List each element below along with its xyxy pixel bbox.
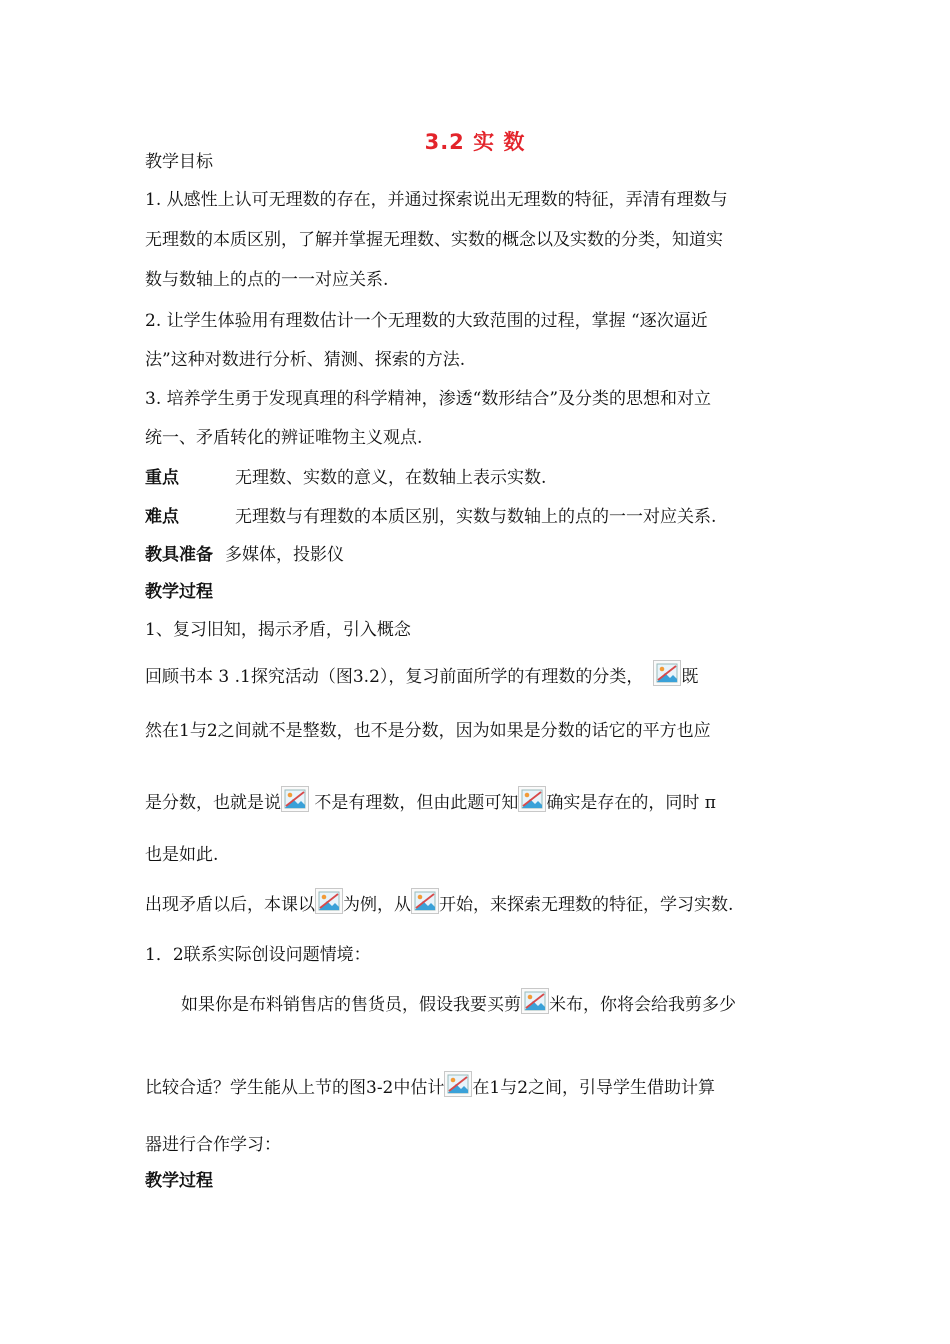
step-1-2-heading: 1．2联系实际创设问题情境： bbox=[145, 945, 371, 965]
review-line-3 bbox=[145, 786, 716, 815]
process-heading: 教学过程 bbox=[145, 582, 213, 602]
review-line-2: 然在1与2之间就不是整数，也不是分数，因为如果是分数的话它的平方也应 bbox=[145, 721, 711, 741]
goal-3-line-2: 统一、矛盾转化的辨证唯物主义观点. bbox=[145, 428, 423, 448]
review-line-4: 也是如此. bbox=[145, 845, 219, 865]
review3-text-a: 是分数，也就是说 bbox=[145, 793, 281, 813]
scenario-line-2 bbox=[145, 1071, 715, 1100]
review-text-a: 回顾书本 3 .1探究活动（图3.2），复习前面所学的有理数的分类， bbox=[145, 667, 644, 687]
contradiction-line bbox=[145, 888, 733, 917]
difficulty-label: 难点 bbox=[145, 507, 179, 527]
scenario-text-b: 米布，你将会给我剪多少 bbox=[549, 995, 736, 1015]
broken-image-icon bbox=[444, 1071, 472, 1097]
review3-text-c: 确实是存在的，同时 π bbox=[546, 793, 716, 813]
goals-heading: 教学目标 bbox=[145, 152, 213, 172]
difficulty-row bbox=[145, 505, 716, 529]
page-title: 3.2 实 数 bbox=[424, 130, 526, 154]
tools-text: 多媒体，投影仪 bbox=[225, 545, 344, 565]
review-text-b: 既 bbox=[681, 667, 699, 687]
scenario2-text-b: 在1与2之间，引导学生借助计算 bbox=[472, 1078, 716, 1098]
goal-2-line-2: 法”这种对数进行分析、猜测、探索的方法. bbox=[145, 350, 466, 370]
goal-1-line-2: 无理数的本质区别，了解并掌握无理数、实数的概念以及实数的分类，知道实 bbox=[145, 230, 723, 250]
key-point-row bbox=[145, 466, 546, 490]
step-1-heading: 1、复习旧知，揭示矛盾，引入概念 bbox=[145, 620, 411, 640]
scenario-line-1 bbox=[181, 988, 736, 1017]
contradiction-text-a: 出现矛盾以后，本课以 bbox=[145, 895, 315, 915]
goal-1-line-3: 数与数轴上的点的一一对应关系. bbox=[145, 270, 389, 290]
contradiction-text-b: 为例，从 bbox=[343, 895, 411, 915]
difficulty-text: 无理数与有理数的本质区别，实数与数轴上的点的一一对应关系. bbox=[235, 507, 717, 527]
tools-label: 教具准备 bbox=[145, 545, 213, 565]
review3-text-b: 不是有理数，但由此题可知 bbox=[309, 793, 519, 813]
goal-1-line-1: 1. 从感性上认可无理数的存在，并通过探索说出无理数的特征，弄清有理数与 bbox=[145, 190, 728, 210]
process-heading-2: 教学过程 bbox=[145, 1171, 213, 1191]
broken-image-icon bbox=[411, 888, 439, 914]
scenario-line-3: 器进行合作学习： bbox=[145, 1135, 281, 1155]
broken-image-icon bbox=[521, 988, 549, 1014]
scenario2-text-a: 比较合适？学生能从上节的图3-2中估计 bbox=[145, 1078, 445, 1098]
key-point-label: 重点 bbox=[145, 468, 179, 488]
scenario-text-a: 如果你是布料销售店的售货员，假设我要买剪 bbox=[181, 995, 521, 1015]
goal-2-line-1: 2. 让学生体验用有理数估计一个无理数的大致范围的过程，掌握 “逐次逼近 bbox=[145, 311, 708, 331]
broken-image-icon bbox=[518, 786, 546, 812]
review-line-1 bbox=[145, 660, 698, 689]
broken-image-icon bbox=[281, 786, 309, 812]
tools-row bbox=[145, 543, 344, 567]
goal-3-line-1: 3. 培养学生勇于发现真理的科学精神，渗透“数形结合”及分类的思想和对立 bbox=[145, 389, 712, 409]
broken-image-icon bbox=[653, 660, 681, 686]
contradiction-text-c: 开始，来探索无理数的特征，学习实数. bbox=[439, 895, 734, 915]
key-point-text: 无理数、实数的意义，在数轴上表示实数. bbox=[235, 468, 547, 488]
broken-image-icon bbox=[315, 888, 343, 914]
